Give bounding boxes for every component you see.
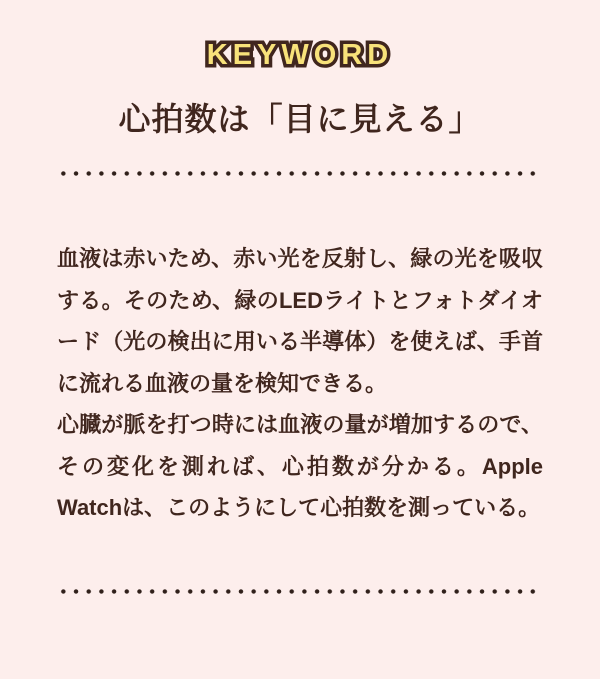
body-text-line: する。そのため、緑のLEDライトとフォトダイオ — [57, 287, 543, 313]
keyword-badge-row — [0, 41, 600, 70]
body-text — [57, 238, 543, 529]
body-text-line: ード（光の検出に用いる半導体）を使えば、手首 — [57, 329, 543, 354]
page-title: 心拍数は「目に見える」 — [118, 101, 482, 137]
dotted-divider-bottom — [57, 589, 543, 594]
body-text-line: その変化を測れば、心拍数が分かる。Apple — [57, 453, 543, 479]
dotted-divider-top — [57, 171, 543, 176]
keyword-badge: KEYWORD KEYWORD — [207, 41, 393, 70]
body-text-line: Watchは、このようにして心拍数を測っている。 — [57, 495, 541, 520]
body-text-line: 心臓が脈を打つ時には血液の量が増加するので、 — [57, 412, 543, 437]
keyword-card — [0, 41, 600, 679]
body-text-line: 血液は赤いため、赤い光を反射し、緑の光を吸収 — [57, 246, 543, 271]
body-text-line: に流れる血液の量を検知できる。 — [57, 370, 388, 396]
